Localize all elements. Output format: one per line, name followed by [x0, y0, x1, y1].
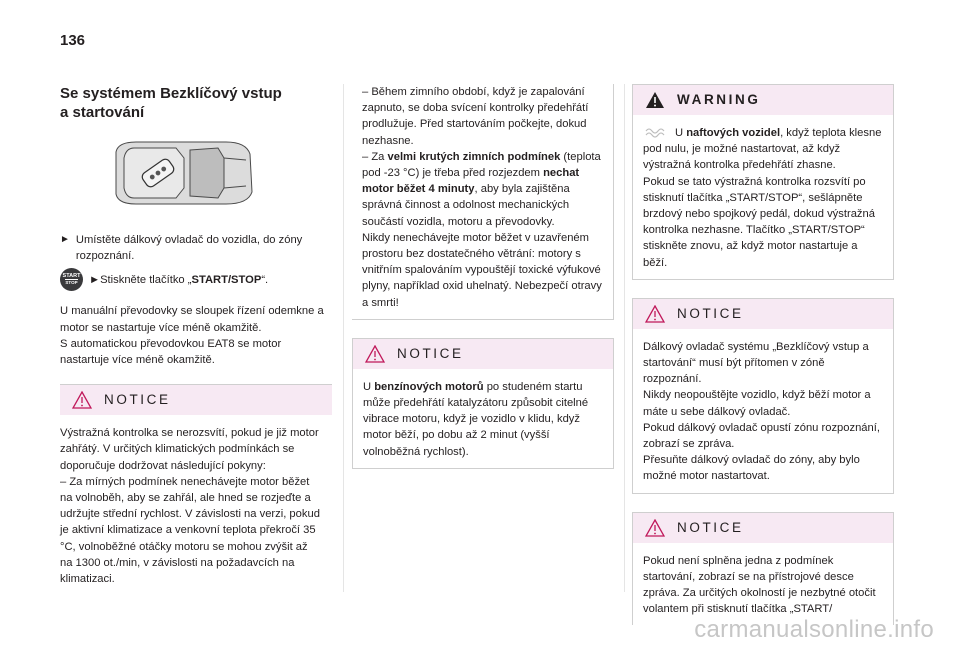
instruction-2-bold: START/STOP: [191, 273, 262, 286]
notice-text-post: po studeném startu může předehřátí katalyzátoru způsobit citelné vibrace motoru, když je vozidlo v klidu, když motor běží, po dobu až 2 minut (vyšší volnoběžná rychlost).: [363, 380, 589, 458]
caution-triangle-icon: [72, 391, 92, 409]
winter-conditions-box: [352, 84, 614, 320]
notice-text-bold: benzínových motorů: [374, 380, 484, 393]
warning-triangle-icon: [645, 91, 665, 109]
notice-text: [353, 369, 613, 468]
start-stop-icon: [60, 268, 83, 291]
severe-winter-mid: (teplota pod -23 °C) je třeba před rozjezdem: [362, 150, 601, 180]
car-with-key-illustration: [106, 134, 256, 212]
severe-winter-post: , aby byla zajištěna správná činnost a odolnost mechanických součástí vozidla, motoru a převodovky.: [362, 183, 570, 228]
caution-triangle-icon: [645, 519, 665, 537]
notice-text: Dálkový ovladač systému „Bezklíčový vstup a startování“ musí být přítomen v zóně rozpoznání. Nikdy neopouštějte vozidlo, když běží motor a máte u sebe dálkový ovladač. Pokud dálkový ovladač opustí zónu rozpoznání, zobrazí se zpráva. Přesuňte dálkový ovladač do zóny, aby bylo možné motor nastartovat.: [643, 340, 880, 483]
preheating-indicator-icon: [643, 125, 669, 139]
notice-title: NOTICE: [104, 392, 171, 408]
notice-header: [633, 299, 893, 329]
notice-box-2: [352, 338, 614, 469]
heading-line-1: Se systémem Bezklíčový vstup: [60, 85, 282, 102]
instruction-1-text: Umístěte dálkový ovladač do vozidla, do zóny rozpoznání.: [75, 234, 303, 263]
warning-box: [632, 84, 894, 280]
start-icon-label: START: [62, 273, 81, 280]
warning-text-bold: naftových vozidel: [686, 127, 781, 139]
stop-icon-label: STOP: [65, 280, 78, 286]
ventilation-warning-text: Nikdy nenechávejte motor běžet v uzavřeném prostoru bez dostatečného větrání: motory s vnitřním spalováním vypouštějí toxické výfukové plyny, například oxid uhelnatý. Nebezpečí otravy a smrti!: [362, 231, 602, 309]
arrow-icon: ►: [89, 273, 101, 286]
notice-text: Výstražná kontrolka se nerozsvítí, pokud je již motor zahřátý. V určitých klimatických podmínkách se doporučuje dodržovat následující pokyny: – Za mírných podmínek nenechávejte motor běžet na volnoběh, aby se zahřál, ale hned se rozjeďte a udržujte střední rychlost. V závislosti na verzi, pokud je aktivní klimatizace a venkovní teplota překročí 35 °C, volnoběžné otáčky motoru se mohou zvýšit až na 1300 ot./min, v závislosti na požadavcích na klimatizaci.: [60, 427, 320, 586]
caution-triangle-icon: [645, 305, 665, 323]
severe-winter-pre: – Za: [362, 150, 388, 163]
severe-winter-bold: velmi krutých zimních podmínek: [387, 150, 561, 163]
notice-box-1: [60, 384, 332, 595]
notice-title: NOTICE: [677, 305, 744, 321]
notice-header: [353, 339, 613, 369]
automatic-gearbox-paragraph: S automatickou převodovkou EAT8 se motor nastartuje více méně okamžitě.: [60, 337, 282, 367]
warning-text: [633, 115, 893, 279]
caution-triangle-icon: [365, 345, 385, 363]
arrow-icon: ►: [60, 234, 70, 245]
notice-header: [633, 513, 893, 543]
warning-text-pre: U: [675, 127, 687, 139]
notice-text: Pokud není splněna jedna z podmínek startování, zobrazí se na přístrojové desce zpráva. Za určitých okolností je nezbytné otočit volantem při stisknutí tlačítka „START/: [643, 554, 876, 616]
warning-title: WARNING: [677, 91, 761, 107]
instruction-2-pre: Stiskněte tlačítko „: [100, 273, 192, 286]
column-1: [60, 84, 332, 595]
notice-title: NOTICE: [397, 345, 464, 361]
instruction-2-post: “.: [261, 273, 269, 286]
column-3: [632, 84, 894, 625]
severe-winter-bold-2: nechat motor běžet 4 minuty: [362, 167, 580, 196]
notice-title: NOTICE: [677, 519, 744, 535]
warning-text-post: , když teplota klesne pod nulu, je možné nastartovat, až když výstražná kontrolka předehřátí zhasne.: [643, 127, 882, 172]
notice-header: [60, 385, 332, 415]
heading-line-2: a startování: [60, 104, 145, 121]
section-heading: [60, 84, 332, 122]
winter-period-text: – Během zimního období, když je zapalování zapnuto, se doba svícení kontrolky předehřátí prodlužuje. Před startováním počkejte, dokud nezhasne.: [362, 86, 589, 147]
notice-box-3: [632, 298, 894, 494]
column-divider: [624, 84, 625, 592]
notice-box-4: [632, 512, 894, 626]
column-divider: [343, 84, 344, 592]
watermark: carmanualsonline.info: [694, 616, 934, 643]
column-2: [352, 84, 614, 469]
warning-header: [633, 85, 893, 115]
page-number: 136: [60, 32, 86, 49]
warning-text-2: Pokud se tato výstražná kontrolka rozsvítí po stisknutí tlačítka „START/STOP“, sešlápněte brzdový nebo spojkový pedál, dokud výstražná kontrolka nezhasne. Tlačítko „START/STOP“ stiskněte znovu, až když motor nastartuje a běží.: [643, 175, 875, 269]
notice-text-pre: U: [363, 380, 375, 393]
instruction-1: [60, 232, 332, 264]
severe-winter-text: [362, 149, 613, 230]
manual-gearbox-paragraph: U manuální převodovky se sloupek řízení odemkne a motor se nastartuje více méně okamžitě.: [60, 305, 324, 334]
instruction-2: [60, 268, 332, 291]
